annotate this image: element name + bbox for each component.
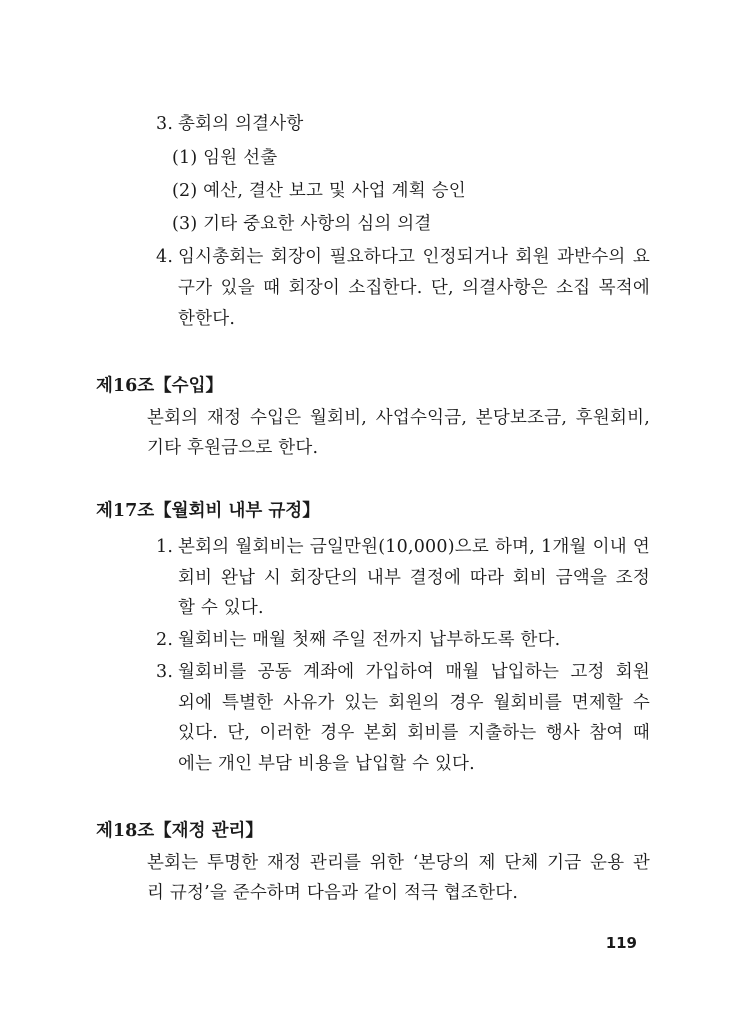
article-heading <box>96 374 223 398</box>
list-item-line: 할 수 있다. <box>178 598 264 618</box>
list-item-line: 월회비를 공동 계좌에 가입하여 매월 납입하는 고정 회원 <box>178 662 650 682</box>
list-item-line: 구가 있을 때 회장이 소집한다. 단, 의결사항은 소집 목적에 <box>178 278 650 298</box>
sub-list-item: (3) 기타 중요한 사항의 심의 의결 <box>172 214 432 234</box>
article-title: 【월회비 내부 규정】 <box>154 501 320 521</box>
item-prefix: 3. <box>156 114 174 134</box>
paragraph-line: 본회의 재정 수입은 월회비, 사업수익금, 본당보조금, 후원회비, <box>147 408 650 428</box>
list-item-line: 본회의 월회비는 금일만원(10,000)으로 하며, 1개월 이내 연 <box>178 537 650 557</box>
paragraph-line: 리 규정’을 준수하며 다음과 같이 적극 협조한다. <box>147 883 519 903</box>
article-heading <box>96 499 320 523</box>
list-item: 총회의 의결사항 <box>178 114 304 134</box>
list-item: 월회비는 매월 첫째 주일 전까지 납부하도록 한다. <box>178 630 561 650</box>
list-item-line: 임시총회는 회장이 필요하다고 인정되거나 회원 과반수의 요 <box>178 247 650 267</box>
paragraph-line: 기타 후원금으로 한다. <box>147 438 319 458</box>
list-item-line: 회비 완납 시 회장단의 내부 결정에 따라 회비 금액을 조정 <box>178 568 650 588</box>
list-item-line: 있다. 단, 이러한 경우 본회 회비를 지출하는 행사 참여 때 <box>178 723 650 743</box>
list-item-line: 한한다. <box>178 309 236 329</box>
item-prefix: 4. <box>156 247 174 267</box>
article-title: 【수입】 <box>154 376 223 396</box>
article-number: 제18조 <box>96 821 155 841</box>
page-number: 119 <box>605 934 637 952</box>
list-item-line: 에는 개인 부담 비용을 납입할 수 있다. <box>178 754 475 774</box>
article-number: 제16조 <box>96 376 155 396</box>
list-item-line: 외에 특별한 사유가 있는 회원의 경우 월회비를 면제할 수 <box>178 693 650 713</box>
item-prefix: 3. <box>156 662 174 682</box>
sub-list-item: (2) 예산, 결산 보고 및 사업 계획 승인 <box>172 181 466 201</box>
item-prefix: 1. <box>156 537 174 557</box>
article-heading <box>96 819 263 843</box>
sub-list-item: (1) 임원 선출 <box>172 148 278 168</box>
article-title: 【재정 관리】 <box>154 821 263 841</box>
paragraph-line: 본회는 투명한 재정 관리를 위한 ‘본당의 제 단체 기금 운용 관 <box>147 853 650 873</box>
item-prefix: 2. <box>156 630 174 650</box>
article-number: 제17조 <box>96 501 155 521</box>
